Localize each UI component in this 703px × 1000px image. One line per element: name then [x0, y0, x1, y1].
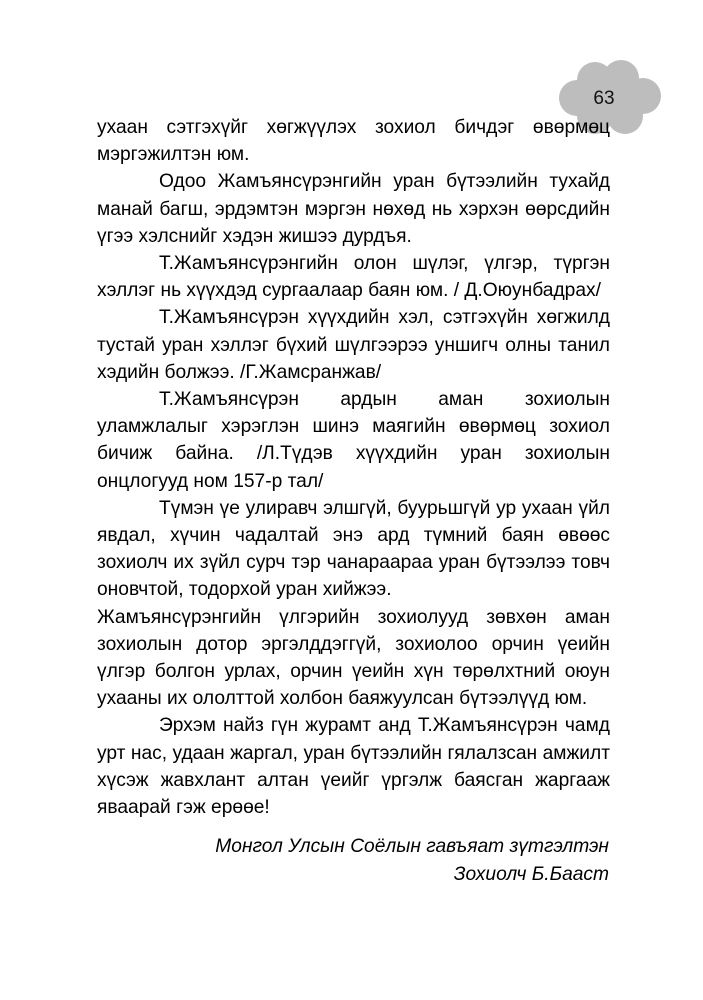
- paragraph: Т.Жамъянсүрэнгийн олон шүлэг, үлгэр, түргэн хэллэг нь хүүхдэд сургаалаар баян юм. / Д.Оюунбадрах/: [97, 253, 610, 302]
- paragraph: Т.Жамъянсүрэн ардын аман зохиолын уламжлалыг хэрэглэн шинэ маягийн өвөрмөц зохиол бичиж байна. /Л.Түдэв хүүхдийн уран зохиолын онцлогууд ном 157-р тал/: [97, 389, 610, 492]
- paragraph: Жамъянсүрэнгийн үлгэрийн зохиолууд зөвхөн аман зохиолын дотор эргэлддэггүй, зохиолоо орчин үеийн үлгэр болгон урлах, орчин үеийн хүн төрөлхтний оюун ухааны их ололттой холбон баяжуулсан бүтээлүүд юм.: [97, 606, 610, 710]
- signature-title: Монгол Улсын Соёлын гавъяат зүтгэлтэн: [215, 836, 609, 857]
- paragraph: Т.Жамъянсүрэн хүүхдийн хэл, сэтгэхүйн хөгжилд тустай уран хэллэг бүхий шүлгээрээ уншигч олны танил хэдийн болжээ. /Г.Жамсранжав/: [97, 307, 610, 383]
- body-text: [97, 114, 610, 821]
- paragraph: Түмэн үе улиравч элшгүй, буурьшгүй ур ухаан үйл явдал, хүчин чадалтай энэ ард түмний баян өвөөс зохиолч их зүйл сурч тэр чанараараа уран бүтээлээ товч оновчтой, тодорхой уран хийжээ.: [97, 497, 610, 601]
- signature-author: Зохиолч Б.Бааст: [453, 863, 609, 885]
- paragraph: Эрхэм найз гүн журамт анд Т.Жамъянсүрэн чамд урт нас, удаан жаргал, уран бүтээлийн гялалзсан амжилт хүсэж жавхлант алтан үеийг үргэлж баясган жаргааж яваарай гэж ерөөе!: [97, 715, 610, 819]
- paragraph: ухаан сэтгэхүйг хөгжүүлэх зохиол бичдэг өвөрмөц мэргэжилтэн юм.: [97, 117, 610, 166]
- page-number: 63: [593, 88, 615, 109]
- paragraph: Одоо Жамъянсүрэнгийн уран бүтээлийн тухайд манай багш, эрдэмтэн мэргэн нөхөд нь хэрхэн өөрсдийн үгээ хэлснийг хэдэн жишээ дурдъя.: [97, 171, 610, 247]
- signature-block: [97, 833, 609, 888]
